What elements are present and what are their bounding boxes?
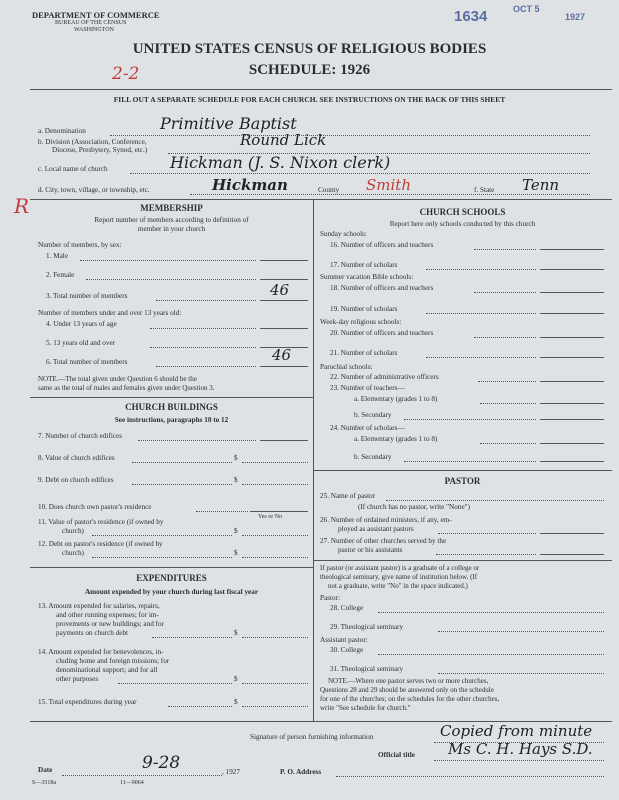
city-value: Hickman [212,176,288,194]
q6-total: 6. Total number of members [46,358,128,366]
parochial-schools-label: Parochial schools: [320,363,373,371]
q14-line-1: 14. Amount expended for benevolences, in- [38,648,164,656]
buildings-instruction: See instructions, paragraphs 10 to 12 [114,416,229,424]
q7-edifices: 7. Number of church edifices [38,432,123,440]
q23b-secondary-teachers: b. Secondary [354,411,392,419]
stamp-number: 1634 [454,8,488,25]
red-tally-mark: 2-2 [112,64,140,84]
bureau-heading: BUREAU OF THE CENSUS [55,20,127,26]
q1-male: 1. Male [46,252,68,260]
q31-seminary: 31. Theological seminary [330,665,404,673]
weekday-schools-label: Week-day religious schools: [320,318,402,326]
q4-under-13: 4. Under 13 years of age [46,320,117,328]
q13-line-4: payments on church debt [56,629,129,637]
county-label: County [318,186,340,194]
q14-line-2: cluding home and foreign missions; for [56,657,170,665]
stamp-month: OCT 5 [513,4,540,14]
q25-pastor-name: 25. Name of pastor [320,492,376,500]
buildings-title: CHURCH BUILDINGS [125,402,218,412]
q3-total: 3. Total number of members [46,292,128,300]
q30-college: 30. College [330,646,364,654]
q14-line-4: other purposes [56,675,99,683]
department-heading: DEPARTMENT OF COMMERCE [32,10,160,20]
signature-label: Signature of person furnishing information [250,733,374,741]
date-year: , 1927 [222,768,240,776]
q29-seminary: 29. Theological seminary [330,623,404,631]
membership-title: MEMBERSHIP [140,203,203,213]
summer-schools-label: Summer vacation Bible schools: [320,273,414,281]
q2-female: 2. Female [46,271,75,279]
q14-line-3: denominational support; and for all [56,666,158,674]
date-value: 9-28 [142,753,181,773]
division-label: b. Division (Association, Conference, [38,138,147,146]
pastor-note-1: NOTE.—Where one pastor serves two or more churches, [328,677,489,685]
q13-line-2: and other running expenses; for im- [56,611,159,619]
division-label-2: Diocese, Presbytery, Synod, etc.) [52,146,148,154]
q26-line-2: ployed as assistant pastors [338,525,414,533]
schedule-title: SCHEDULE: 1926 [248,62,371,78]
q3-total-value: 46 [270,281,290,299]
q13-dollar: $ [234,629,238,637]
denomination-value: Primitive Baptist [160,114,297,133]
membership-intro-2: member in your church [137,225,206,233]
expenditures-intro: Amount expended by your church during last fiscal year [84,588,259,596]
q11-dollar: $ [234,527,238,535]
q27-line-2: pastor or his assistants [338,546,403,554]
q14-dollar: $ [234,675,238,683]
q23a-elementary-teachers: a. Elementary (grades 1 to 8) [354,395,438,403]
q25-hint: (If church has no pastor, write "None") [358,503,470,511]
q21-weekday-scholars: 21. Number of scholars [330,349,398,357]
pastor-note-4: write "See schedule for church." [320,704,411,712]
signature-value: Copied from minute [440,722,593,740]
q9-edifice-debt: 9. Debt on church edifices [38,476,114,484]
graduate-note-1: If pastor (or assistant pastor) is a graduate of a college or [320,564,480,572]
membership-note-1: NOTE.—The total given under Question 6 should be the [38,375,197,383]
q5-13-and-over: 5. 13 years old and over [46,339,116,347]
church-name-label: c. Local name of church [38,165,108,173]
denomination-label: a. Denomination [38,127,86,135]
schools-title: CHURCH SCHOOLS [419,207,506,217]
q17-sunday-scholars: 17. Number of scholars [330,261,398,269]
q24b-secondary-scholars: b. Secondary [354,453,392,461]
q19-summer-scholars: 19. Number of scholars [330,305,398,313]
pastor-title: PASTOR [444,476,481,486]
q27-line-1: 27. Number of other churches served by the [320,537,447,545]
q11-residence-value: 11. Value of pastor's residence (if owned by [38,518,164,526]
official-title-label: Official title [378,751,415,759]
q26-line-1: 26. Number of ordained ministers, if any, em- [320,516,452,524]
membership-note-2: same as the total of males and females given under Question 3. [38,384,215,392]
stamp-year: 1927 [565,12,586,22]
po-address-label: P. O. Address [280,768,322,776]
q23-teachers: 23. Number of teachers— [330,384,405,392]
q15-dollar: $ [234,698,238,706]
q13-line-1: 13. Amount expended for salaries, repairs, [38,602,160,610]
q12-residence-debt: 12. Debt on pastor's residence (if owned by [38,540,163,548]
form-title: UNITED STATES CENSUS OF RELIGIOUS BODIES [132,41,487,57]
state-value: Tenn [522,176,560,194]
pastor-note-2: Questions 28 and 29 should be answered only on the schedule [320,686,494,694]
q28-college: 28. College [330,604,364,612]
q13-line-3: provements or new buildings; and for [56,620,164,628]
q15-total-expenditures: 15. Total expenditures during year [38,698,137,706]
instruction-line: FILL OUT A SEPARATE SCHEDULE FOR EACH CHURCH. SEE INSTRUCTIONS ON THE BACK OF THIS SHEET [113,95,506,104]
q18-summer-officers: 18. Number of officers and teachers [330,284,434,292]
church-name-value: Hickman (J. S. Nixon clerk) [170,153,391,172]
q6-total-value: 46 [272,346,292,364]
county-value: Smith [366,176,411,194]
city-label: d. City, town, village, or township, etc. [38,186,150,194]
age-intro: Number of members under and over 13 years old: [38,309,182,317]
yes-no-hint: Yes or No [258,514,283,520]
q12-dollar: $ [234,549,238,557]
q20-weekday-officers: 20. Number of officers and teachers [330,329,434,337]
q9-dollar: $ [234,476,238,484]
q8-edifice-value: 8. Value of church edifices [38,454,115,462]
graduate-note-3: not a graduate, write "No" in the space indicated.) [328,582,468,590]
q22-admin-officers: 22. Number of administrative officers [330,373,439,381]
q12-residence-debt-2: church) [62,549,84,557]
membership-intro-1: Report number of members according to definition of [94,216,249,224]
expenditures-title: EXPENDITURES [136,573,207,583]
q24a-elementary-scholars: a. Elementary (grades 1 to 8) [354,435,438,443]
q24-scholars: 24. Number of scholars— [330,424,405,432]
state-label: f. State [474,186,495,194]
q10-residence: 10. Does church own pastor's residence [38,503,152,511]
sunday-schools-label: Sunday schools: [320,230,367,238]
red-r-mark: R [14,194,30,218]
print-number: 11—9064 [120,780,144,786]
city-heading: WASHINGTON [74,27,114,33]
division-value: Round Lick [240,131,327,149]
q11-residence-value-2: church) [62,527,84,535]
q8-dollar: $ [234,454,238,462]
pastor-label: Pastor: [320,594,340,602]
official-title-value: Ms C. H. Hays S.D. [448,740,593,758]
pastor-note-3: for one of the churches; on the schedules for the other churches, [320,695,500,703]
assistant-pastor-label: Assistant pastor: [320,636,368,644]
form-number: S—3518a [32,780,56,786]
date-label: Date [38,766,53,774]
q16-sunday-officers: 16. Number of officers and teachers [330,241,434,249]
schools-intro: Report here only schools conducted by this church [389,220,536,228]
by-sex-label: Number of members, by sex: [38,241,122,249]
graduate-note-2: theological seminary, give name of institution below. (If [320,573,478,581]
